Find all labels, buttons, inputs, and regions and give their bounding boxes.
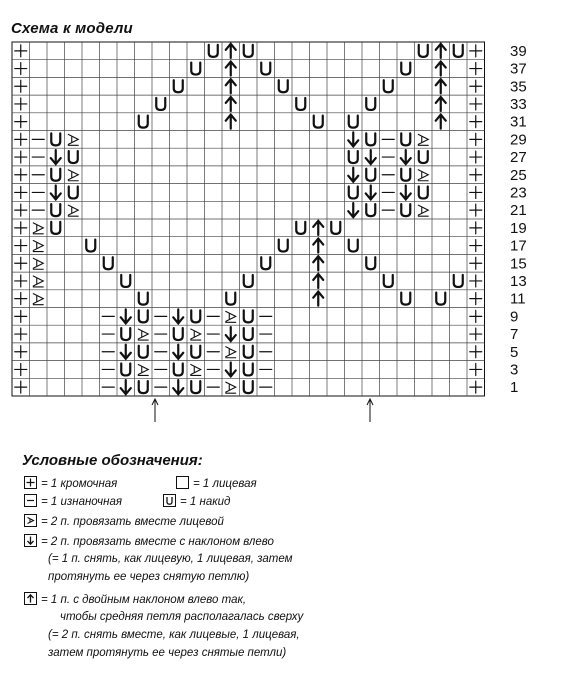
legend-dd-note2: (= 2 п. снять вместе, как лицевые, 1 лицевая, xyxy=(48,629,300,641)
row-number: 5 xyxy=(510,343,519,361)
knit-stitch-icon xyxy=(176,476,189,489)
row-number: 17 xyxy=(510,237,527,255)
repeat-marker-arrow xyxy=(367,399,373,422)
yarn-over-icon xyxy=(163,494,176,507)
purl-stitch-icon xyxy=(24,494,37,507)
row-number: 9 xyxy=(510,308,519,326)
row-number: 35 xyxy=(510,78,527,96)
k2tog-icon xyxy=(24,514,37,527)
legend-ssk: = 2 п. провязать вместе с наклоном влево xyxy=(24,534,274,549)
double-decrease-icon xyxy=(24,592,37,605)
row-number: 37 xyxy=(510,60,527,78)
row-number: 19 xyxy=(510,219,527,237)
legend-title: Условные обозначения: xyxy=(22,452,203,469)
row-number: 25 xyxy=(510,166,527,184)
edge-stitch-icon xyxy=(24,476,37,489)
row-number: 3 xyxy=(510,361,519,379)
row-number: 33 xyxy=(510,95,527,113)
row-number: 15 xyxy=(510,255,527,273)
legend-edge: = 1 кромочная xyxy=(24,476,117,491)
legend-purl: = 1 изнаночная xyxy=(24,494,122,509)
legend-dd-note1: чтобы средняя петля располагалась сверху xyxy=(60,611,304,623)
row-number: 27 xyxy=(510,149,527,167)
row-number: 7 xyxy=(510,326,519,344)
row-number: 29 xyxy=(510,131,527,149)
ssk-icon xyxy=(24,534,37,547)
legend-yo: = 1 накид xyxy=(163,494,230,509)
row-number: 13 xyxy=(510,272,527,290)
legend-double-decrease: = 1 п. с двойным наклоном влево так, xyxy=(24,592,246,607)
row-number: 11 xyxy=(510,290,526,308)
row-number: 21 xyxy=(510,202,527,220)
row-number: 23 xyxy=(510,184,527,202)
repeat-marker-arrow xyxy=(152,399,158,422)
legend-knit: = 1 лицевая xyxy=(176,476,257,491)
row-number: 1 xyxy=(510,379,519,397)
legend-k2tog: = 2 п. провязать вместе лицевой xyxy=(24,514,224,529)
chart-title: Схема к модели xyxy=(11,20,133,37)
legend-ssk-note1: (= 1 п. снять, как лицевую, 1 лицевая, затем xyxy=(48,553,293,565)
legend-ssk-note2: протянуть ее через снятую петлю) xyxy=(48,571,250,583)
row-number: 39 xyxy=(510,42,527,60)
legend-dd-note3: затем протянуть ее через снятые петли) xyxy=(48,647,287,659)
row-number: 31 xyxy=(510,113,527,131)
